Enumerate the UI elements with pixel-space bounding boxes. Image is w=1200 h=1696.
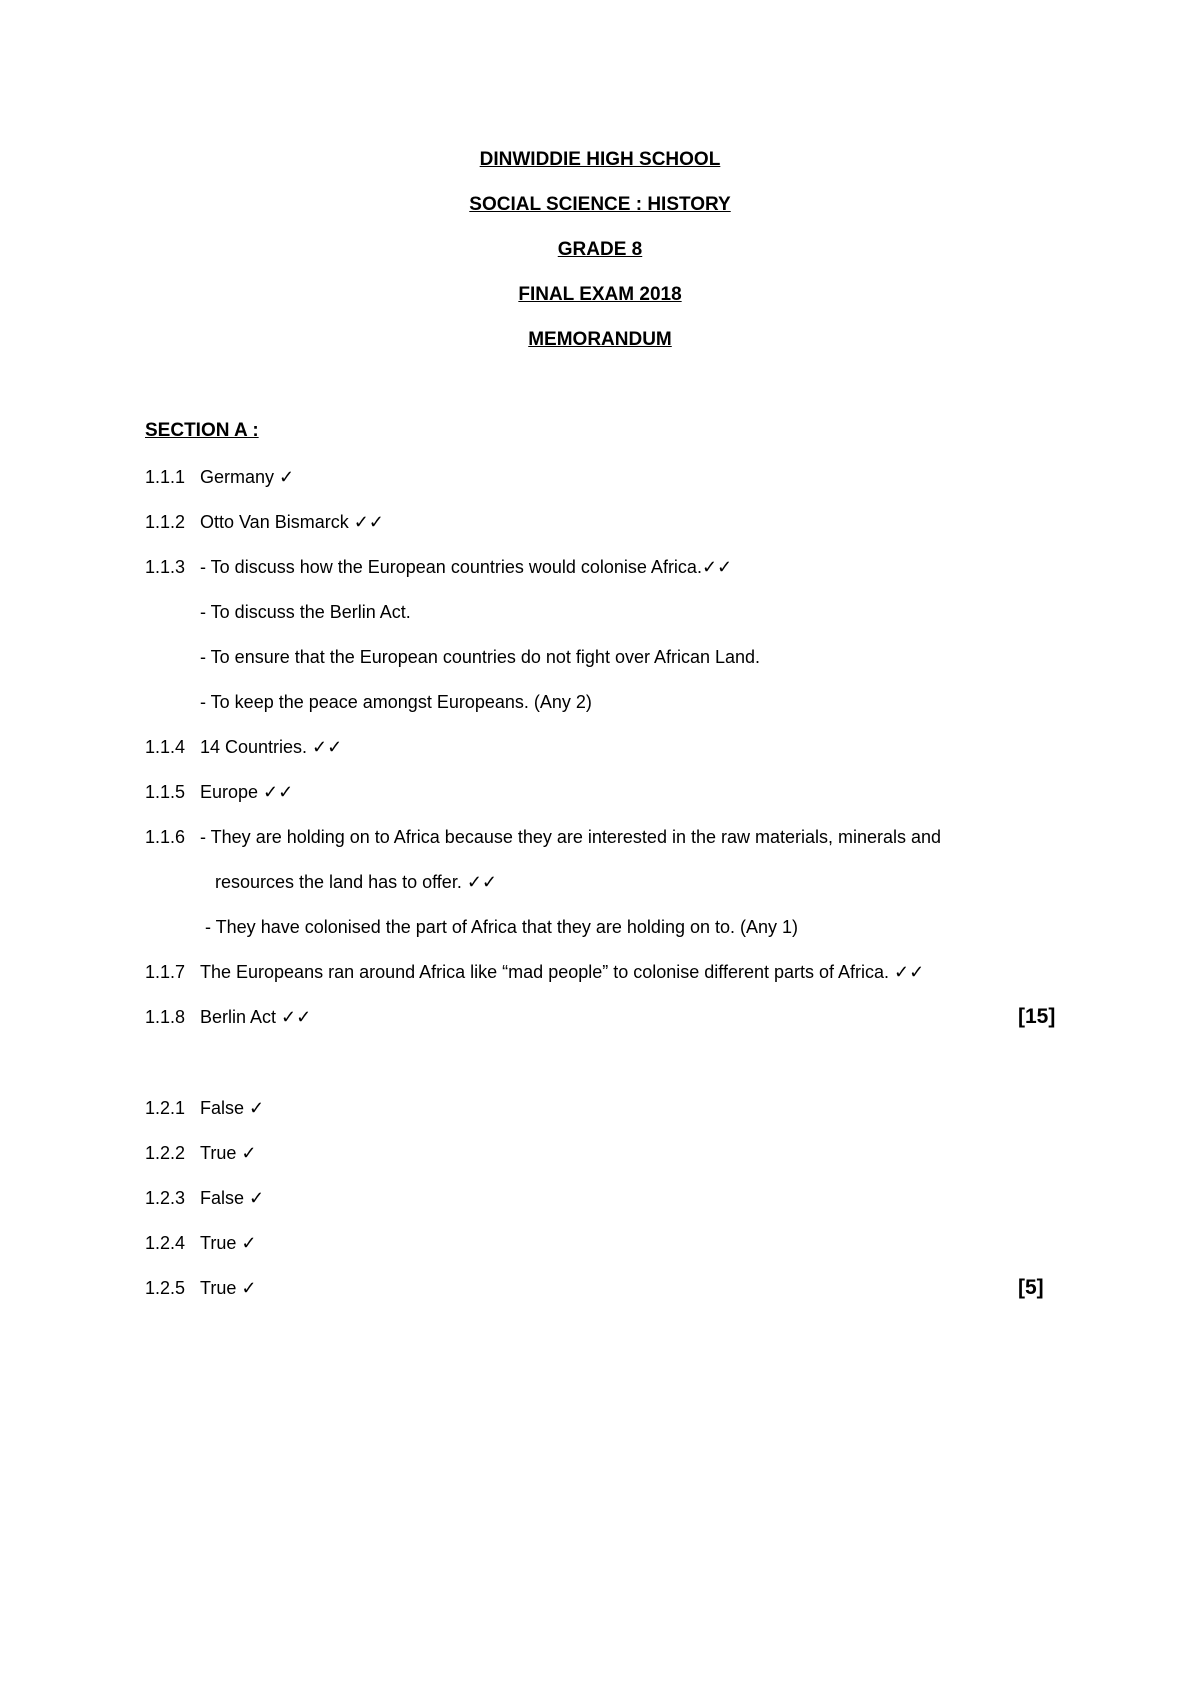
question-number: 1.2.3: [145, 1188, 186, 1208]
memorandum-title: MEMORANDUM: [528, 329, 672, 350]
answer-text: The Europeans ran around Africa like “mad people” to colonise different parts of Africa. ✓✓: [200, 962, 925, 982]
answer-text: resources the land has to offer. ✓✓: [215, 872, 497, 892]
answer-text: Otto Van Bismarck ✓✓: [200, 512, 384, 532]
answer-text: True ✓: [200, 1233, 257, 1253]
section-a-heading: SECTION A :: [145, 420, 259, 441]
answer-text: Berlin Act ✓✓: [200, 1007, 312, 1027]
subject-title: SOCIAL SCIENCE : HISTORY: [469, 194, 731, 215]
answer-text: - To discuss the Berlin Act.: [200, 602, 411, 622]
answer-text: True ✓: [200, 1278, 257, 1298]
question-number: 1.1.3: [145, 557, 186, 577]
answer-text: - To ensure that the European countries do not fight over African Land.: [200, 647, 761, 667]
question-number: 1.2.4: [145, 1233, 186, 1253]
answer-text: - To keep the peace amongst Europeans. (Any 2): [200, 692, 592, 712]
question-number: 1.1.4: [145, 737, 186, 757]
question-number: 1.2.5: [145, 1278, 186, 1298]
answer-text: - They have colonised the part of Africa that they are holding on to. (Any 1): [205, 917, 799, 937]
answer-text: False ✓: [200, 1098, 265, 1118]
school-name: DINWIDDIE HIGH SCHOOL: [479, 149, 721, 170]
total-marks-1-1: [15]: [1018, 1005, 1056, 1028]
answer-text: Germany ✓: [200, 467, 295, 487]
question-number: 1.2.2: [145, 1143, 186, 1163]
answer-text: Europe ✓✓: [200, 782, 294, 802]
question-number: 1.1.2: [145, 512, 186, 532]
question-number: 1.1.5: [145, 782, 186, 802]
exam-title: FINAL EXAM 2018: [518, 284, 682, 305]
answer-text: False ✓: [200, 1188, 265, 1208]
question-number: 1.1.8: [145, 1007, 186, 1027]
grade-title: GRADE 8: [557, 239, 643, 260]
answer-text: True ✓: [200, 1143, 257, 1163]
answer-text: 14 Countries. ✓✓: [200, 737, 343, 757]
total-marks-1-2: [5]: [1018, 1276, 1044, 1299]
question-number: 1.2.1: [145, 1098, 186, 1118]
question-number: 1.1.7: [145, 962, 186, 982]
answer-text: - To discuss how the European countries would colonise Africa.✓✓: [200, 557, 733, 577]
question-number: 1.1.6: [145, 827, 186, 847]
answer-text: - They are holding on to Africa because they are interested in the raw materials, minerals and: [200, 827, 942, 847]
question-number: 1.1.1: [145, 467, 186, 487]
